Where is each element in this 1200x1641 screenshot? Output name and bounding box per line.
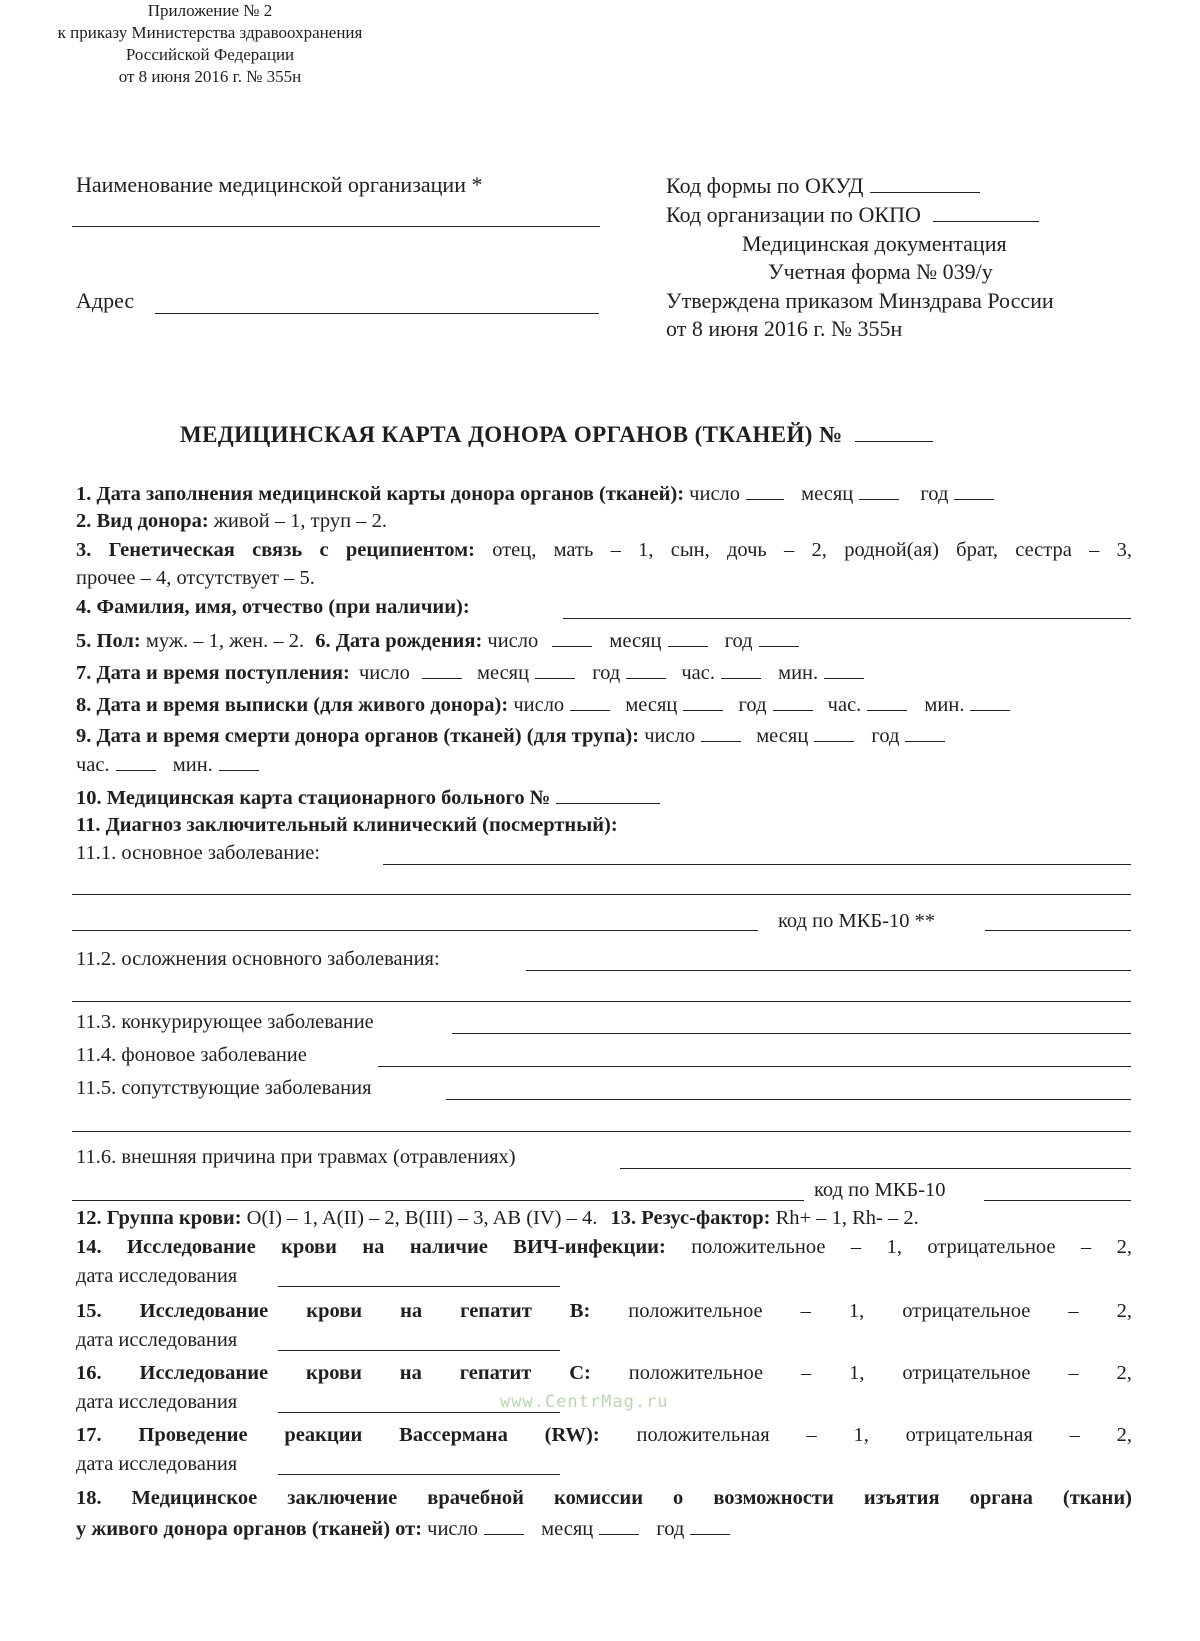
rw-study-date-field[interactable] (278, 1474, 560, 1475)
word: 2, (1116, 1362, 1132, 1384)
word: 17. (76, 1424, 102, 1446)
item-2: 2. Вид донора: живой – 1, труп – 2. (76, 510, 387, 532)
approval-line: от 8 июня 2016 г. № 355н (118, 67, 302, 86)
word: 1, (849, 1362, 865, 1384)
item-7: 7. Дата и время поступления: число месяц год час. мин. (76, 658, 870, 686)
background-disease-field[interactable] (378, 1066, 1131, 1067)
item-5: 5. Пол: муж. – 1, жен. – 2. 6. Дата рождения: число месяц год (76, 626, 805, 654)
complications-field-2[interactable] (72, 1001, 1131, 1002)
admit-year-field[interactable] (626, 658, 666, 679)
word: Вассермана (399, 1424, 508, 1446)
item-17 (76, 1422, 1132, 1448)
approval-line: Приложение № 2 (147, 1, 273, 20)
fill-month-field[interactable] (859, 479, 899, 500)
address-label: Адрес (76, 288, 135, 313)
word: положительная (636, 1424, 770, 1446)
watermark: www.CentrMag.ru (500, 1392, 669, 1412)
complications-field[interactable] (526, 970, 1131, 971)
word: – (800, 1300, 811, 1322)
item-8: 8. Дата и время выписки (для живого донора): число месяц год час. мин. (76, 690, 1016, 718)
approved-line: от 8 июня 2016 г. № 355н (666, 316, 903, 341)
item-9: 9. Дата и время смерти донора органов (тканей) (для трупа): число месяц год (76, 721, 951, 749)
item-10: 10. Медицинская карта стационарного больного № (76, 783, 666, 811)
item-11-3: 11.3. конкурирующее заболевание (76, 1011, 374, 1033)
discharge-hour-field[interactable] (867, 690, 907, 711)
item-3-cont: прочее – 4, отсутствует – 5. (76, 567, 315, 589)
word: 2, (1116, 1424, 1132, 1446)
okpo-label: Код организации по ОКПО (666, 201, 1045, 228)
item-11-2: 11.2. осложнения основного заболевания: (76, 948, 440, 970)
item-15 (76, 1298, 1132, 1324)
word: B: (569, 1300, 591, 1322)
word: 2, (1116, 1300, 1132, 1322)
okud-label: Код формы по ОКУД (666, 172, 986, 199)
word: отрицательное (902, 1362, 1031, 1384)
org-name-field[interactable] (72, 226, 600, 227)
approval-block (0, 0, 420, 88)
item-13: 13. Резус-фактор: (610, 1207, 771, 1229)
death-minute-field[interactable] (219, 750, 259, 771)
main-disease-field-2[interactable] (72, 894, 1131, 895)
item-11: 11. Диагноз заключительный клинический (посмертный): (76, 814, 618, 836)
death-day-field[interactable] (701, 721, 741, 742)
item-16 (76, 1360, 1132, 1386)
discharge-year-field[interactable] (773, 690, 813, 711)
hepb-study-date-field[interactable] (278, 1350, 560, 1351)
fill-year-field[interactable] (954, 479, 994, 500)
item-12: 12. Группа крови: O(I) – 1, A(II) – 2, B(III) – 3, AB (IV) – 4. 13. Резус-фактор: Rh+ – 1, Rh- – 2. (76, 1207, 919, 1229)
concomitant-disease-field[interactable] (446, 1099, 1131, 1100)
main-disease-field-3[interactable] (72, 930, 758, 931)
okud-field[interactable] (870, 172, 980, 193)
birth-day-field[interactable] (552, 626, 592, 647)
item-18-cont: у живого донора органов (тканей) от: число месяц год (76, 1514, 736, 1542)
word: отрицательное (902, 1300, 1031, 1322)
approved-line: Утверждена приказом Минздрава России (666, 288, 1054, 313)
okpo-field[interactable] (933, 201, 1039, 222)
item-18: 18. Медицинское заключение врачебной комиссии о возможности изъятия органа (ткани) (76, 1487, 1132, 1509)
word: на (399, 1362, 422, 1384)
word: 1, (848, 1300, 865, 1322)
item-9-cont: час. мин. (76, 750, 265, 778)
form-number: Учетная форма № 039/у (768, 259, 993, 284)
admit-day-field[interactable] (422, 658, 462, 679)
word: – (800, 1362, 812, 1384)
icd-code-label: код по МКБ-10 ** (778, 910, 936, 932)
death-hour-field[interactable] (116, 750, 156, 771)
word: – (1068, 1362, 1079, 1384)
birth-month-field[interactable] (668, 626, 708, 647)
item-1: 1. Дата заполнения медицинской карты донора органов (тканей): число месяц год (76, 479, 1000, 507)
commission-day-field[interactable] (484, 1514, 524, 1535)
external-cause-field-2[interactable] (72, 1200, 804, 1201)
word: 16. (76, 1362, 102, 1384)
death-month-field[interactable] (814, 721, 854, 742)
word: отрицательная (905, 1424, 1033, 1446)
item-4: 4. Фамилия, имя, отчество (при наличии): (76, 596, 470, 618)
hiv-study-date-field[interactable] (278, 1286, 560, 1287)
card-number-field[interactable] (855, 421, 933, 442)
external-cause-field[interactable] (620, 1168, 1131, 1169)
word: C: (569, 1362, 591, 1384)
word: гепатит (460, 1300, 532, 1322)
study-date-label: дата исследования (76, 1329, 238, 1351)
word: положительное (628, 1362, 764, 1384)
word: на (400, 1300, 423, 1322)
word: положительное (628, 1300, 763, 1322)
item-14: 14. Исследование крови на наличие ВИЧ-инфекции: положительное – 1, отрицательное – 2, (76, 1236, 1132, 1258)
commission-month-field[interactable] (599, 1514, 639, 1535)
icd-code-field-2[interactable] (984, 1200, 1131, 1201)
approval-line: к приказу Министерства здравоохранения (57, 23, 363, 42)
admit-hour-field[interactable] (721, 658, 761, 679)
discharge-minute-field[interactable] (970, 690, 1010, 711)
death-year-field[interactable] (905, 721, 945, 742)
item-11-6: 11.6. внешняя причина при травмах (отравлениях) (76, 1146, 516, 1168)
word: – (806, 1424, 817, 1446)
admit-month-field[interactable] (535, 658, 575, 679)
approval-line: Российской Федерации (125, 45, 295, 64)
word: Исследование (139, 1362, 269, 1384)
address-field[interactable] (155, 313, 599, 314)
item-11-1: 11.1. основное заболевание: (76, 842, 320, 864)
word: (RW): (544, 1424, 600, 1446)
fill-day-field[interactable] (746, 479, 784, 500)
med-doc-label: Медицинская документация (742, 231, 1007, 256)
word: реакции (284, 1424, 363, 1446)
admit-minute-field[interactable] (824, 658, 864, 679)
word: крови (306, 1362, 362, 1384)
full-name-field[interactable] (563, 618, 1131, 619)
hepc-study-date-field[interactable] (278, 1412, 560, 1413)
page-title: МЕДИЦИНСКАЯ КАРТА ДОНОРА ОРГАНОВ (ТКАНЕЙ) № (180, 421, 939, 448)
item-3: 3. Генетическая связь с реципиентом: отец, мать – 1, сын, дочь – 2, родной(ая) брат, сестра – 3, (76, 539, 1132, 561)
main-disease-field[interactable] (383, 864, 1131, 865)
item-11-4: 11.4. фоновое заболевание (76, 1044, 307, 1066)
birth-year-field[interactable] (759, 626, 799, 647)
concomitant-disease-field-2[interactable] (72, 1131, 1131, 1132)
commission-year-field[interactable] (690, 1514, 730, 1535)
study-date-label: дата исследования (76, 1391, 238, 1413)
word: гепатит (459, 1362, 532, 1384)
discharge-month-field[interactable] (683, 690, 723, 711)
word: – (1068, 1300, 1079, 1322)
word: 15. (76, 1300, 102, 1322)
inpatient-card-field[interactable] (556, 783, 660, 804)
word: крови (306, 1300, 363, 1322)
discharge-day-field[interactable] (570, 690, 610, 711)
word: 1, (853, 1424, 869, 1446)
word: Исследование (139, 1300, 269, 1322)
study-date-label: дата исследования (76, 1265, 238, 1287)
word: Проведение (138, 1424, 248, 1446)
icd-code-field[interactable] (985, 930, 1131, 931)
org-name-label: Наименование медицинской организации * (76, 172, 483, 197)
item-11-5: 11.5. сопутствующие заболевания (76, 1077, 372, 1099)
item-6: 6. Дата рождения: (315, 630, 483, 652)
word: – (1069, 1424, 1080, 1446)
icd-code-label-2: код по МКБ-10 (814, 1179, 946, 1201)
competing-disease-field[interactable] (452, 1033, 1131, 1034)
study-date-label: дата исследования (76, 1453, 238, 1475)
